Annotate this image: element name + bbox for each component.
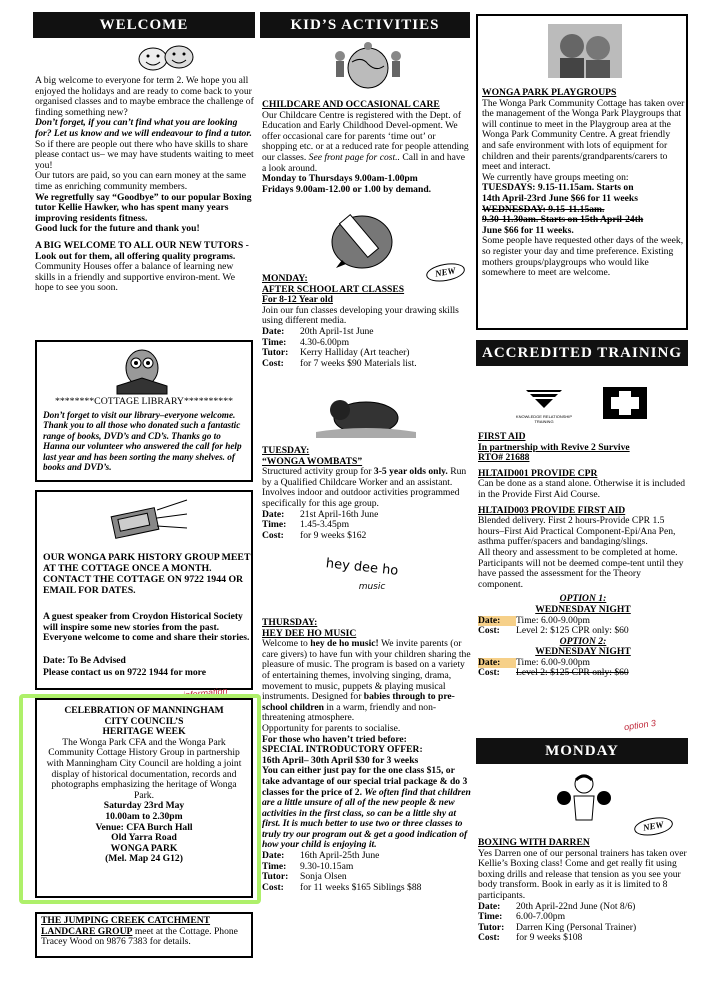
- pencil-drawing-icon: [322, 206, 402, 272]
- landcare-heading1: THE JUMPING CREEK CATCHMENT: [41, 915, 211, 926]
- childcare-hours2: Fridays 9.00am-12.00 or 1.00 by demand.: [262, 183, 432, 195]
- boxing-time-label: Time:: [478, 911, 503, 923]
- playgroups-body: [482, 88, 686, 279]
- option2-cost: Level 2: $125 CPR only: $60: [516, 667, 629, 679]
- training-rto: RTO# 21688: [478, 452, 530, 464]
- new-tutors-heading: A BIG WELCOME TO ALL OUR NEW TUTORS -Look out for them, all offering quality programs.: [35, 239, 249, 262]
- boxing-tutor-label: Tutor:: [478, 921, 505, 933]
- boxing-cost: for 9 weeks $108: [516, 932, 583, 944]
- heritage-map: (Mel. Map 24 G12): [105, 853, 183, 865]
- childcare-see-front: See front page for cost..: [308, 151, 400, 163]
- welcome-tutors: Our tutors are paid, so you can earn money at the same time as enriching community members.: [35, 170, 246, 192]
- option2-time: Time: 6.00-9.00pm: [516, 656, 591, 668]
- new-tutors-text: Community Houses offer a balance of learning new skills in a friendly and supportive environ-ment. We hope to see you soon.: [35, 261, 235, 294]
- art-day: MONDAY:: [262, 273, 308, 284]
- wombats-heading: “WONGA WOMBATS”: [262, 455, 363, 467]
- childcare-text: Our Childcare Centre is registered with the Dept. of Education and Early Childhood Devel-opment. We offer occasional care for parents ‘time out’ or shopping etc. or at a reduced rate for people attending our classes.: [262, 109, 469, 163]
- childcare-heading: CHILDCARE AND OCCASIONAL CARE: [262, 99, 440, 110]
- option1-heading: OPTION 1:: [559, 593, 607, 605]
- library-title: ********COTTAGE LIBRARY**********: [54, 396, 233, 407]
- music-offer4: You can either just pay for the one class $15, or take advantage of our special trial package & do 3 classes for the price of 2.: [262, 765, 468, 798]
- wombats-time-label: Time:: [262, 519, 287, 531]
- hey-dee-ho-logo: [322, 556, 402, 604]
- music-offer2: SPECIAL INTRODUCTORY OFFER:: [262, 744, 423, 756]
- music-offer3: 16th April– 30th April $30 for 3 weeks: [262, 754, 419, 766]
- music-date-label: Date:: [262, 850, 285, 862]
- playgroups-other: Some people have requested other days of the week, so register your day and time preference. Existing mothers groups/playgroups who would like somewhere to meet are welcome.: [482, 235, 684, 279]
- history-date: Date: To Be Advised: [43, 655, 126, 666]
- option1-date-label: Date:: [478, 616, 516, 627]
- monday-heading: MONDAY: [476, 738, 688, 764]
- music-text-a: Welcome to: [262, 638, 311, 650]
- history-handwritten-note: information: [182, 685, 228, 701]
- new-badge-boxing: NEW: [633, 815, 674, 838]
- first-aid-course-text: Blended delivery. First 2 hours-Provide CPR 1.5 hours–First Aid Practical Component-Epi/Ana Pen, asthma puffer/spacers and bandaging/slings.: [478, 515, 676, 548]
- cpr-heading: HLTAID001 PROVIDE CPR: [478, 467, 598, 479]
- music-offer1: For those who haven’t tried before:: [262, 733, 407, 745]
- music-text-d: babies through to pre-school children: [262, 691, 455, 713]
- heritage-town: WONGA PARK: [110, 842, 178, 854]
- art-subheading: For 8-12 Year old: [262, 294, 333, 306]
- boxing-time: 6.00-7.00pm: [516, 911, 566, 923]
- welcome-intro: A big welcome to everyone for term 2. We hope you all enjoyed the holidays and are ready to come back to your organised classes and to maybe embrace the challenge of finding something new?: [35, 75, 254, 118]
- history-speaker: A guest speaker from Croydon Historical Society will inspire some new stories from the past. Everyone welcome to come and share their stories.: [43, 611, 250, 644]
- playgroups-box: [476, 14, 688, 330]
- option2-day: WEDNESDAY NIGHT: [535, 646, 631, 658]
- landcare-box: [35, 912, 253, 958]
- wombats-text-c: Run by a Qualified Childcare Worker and an assistant. Involves indoor and outdoor activities programmed specifically for this age group.: [262, 466, 467, 509]
- library-text: Don’t forget to visit our library–everyone welcome. Thank you to all those who donated such a fantastic range of books, DVD’s and CD’s. Thanks go to Hanna our volunteer who answered the call for help last year and has been sorting the many shelves. of books and DVD’s.: [43, 410, 242, 473]
- art-date: 20th April-1st June: [300, 325, 374, 337]
- heritage-date: Saturday 23rd May: [103, 800, 185, 812]
- smiley-faces-icon: [133, 42, 199, 72]
- playgroups-wednesday-3: June $66 for 11 weeks.: [482, 224, 574, 236]
- playgroups-wednesday-time: 9.15-11.15am.: [545, 203, 605, 215]
- film-projector-icon: [109, 498, 189, 544]
- music-offer5: We often find that children are a little unsure of all of the new people & new activities in the first class, so can be a little shy at first. It is much better to use two or three classes to truly try our program out & get a good indication of how your child is enjoying it.: [262, 786, 471, 851]
- first-aid-course-heading: HLTAID003 PROVIDE FIRST AID: [478, 504, 626, 516]
- option2-cost-label: Cost:: [478, 667, 500, 679]
- art-text: Join our fun classes developing your drawing skills using different media.: [262, 304, 459, 327]
- heritage-title1: CELEBRATION OF MANNINGHAM: [64, 705, 224, 716]
- option1-cost-label: Cost:: [478, 625, 500, 637]
- wombats-text-a: Structured activity group for: [262, 466, 374, 478]
- option2-heading: OPTION 2:: [559, 635, 607, 647]
- knowledge-logo-caption: KNOWLEDGE RELATIONSHIP TRAINING: [515, 414, 573, 424]
- boxing-date-label: Date:: [478, 900, 501, 912]
- option1-time: Time: 6.00-9.00pm: [516, 614, 591, 626]
- children-photo-icon: [548, 24, 622, 78]
- heritage-text: The Wonga Park CFA and the Wonga Park Community Cottage History Group in partnership with Manningham City Council are holding a joint display of historical documentation, records and photographs emphasizing the heritage of Wonga Park.: [46, 736, 242, 801]
- welcome-body: [35, 76, 255, 294]
- welcome-dont-forget: Don’t forget, if you can’t find what you are looking for? Let us know and we will endeavour to find a tutor.: [35, 117, 252, 139]
- hey-dee-ho-logo-text: hey dee ho: [325, 556, 399, 579]
- heritage-title3: HERITAGE WEEK: [102, 726, 186, 738]
- music-text-b: hey de ho music!: [310, 638, 379, 650]
- boxer-icon: [552, 770, 616, 826]
- history-box: [35, 490, 253, 690]
- option1-cost: Level 2: $125 CPR only: $60: [516, 625, 629, 637]
- art-heading: AFTER SCHOOL ART CLASSES: [262, 283, 405, 295]
- playgroups-heading: WONGA PARK PLAYGROUPS: [482, 87, 617, 98]
- training-partnership: In partnership with Revive 2 Survive: [478, 441, 630, 453]
- wombats-text-b: 3-5 year olds only.: [373, 466, 448, 478]
- option2-date-label: Date:: [478, 658, 516, 669]
- wombats-cost-label: Cost:: [262, 529, 284, 541]
- music-opportunity: Opportunity for parents to socialise.: [262, 722, 401, 734]
- option1-day: WEDNESDAY NIGHT: [535, 603, 631, 615]
- owl-reading-icon: [107, 346, 177, 396]
- art-cost-label: Cost:: [262, 357, 284, 369]
- music-day: THURSDAY:: [262, 617, 318, 628]
- music-text-e: in a warm, friendly and non-threatening atmosphere.: [262, 701, 437, 724]
- first-aid-course-text2: All theory and assessment to be completed at home. Participants will not be deemed compe-tent until they have passed the assessment for the Theory component.: [478, 546, 684, 590]
- playgroups-tuesday-1: TUESDAYS: 9.15-11.15am. Starts on: [482, 182, 634, 194]
- art-time-label: Time:: [262, 336, 287, 348]
- boxing-tutor: Darren King (Personal Trainer): [516, 921, 637, 933]
- boxing-text: Yes Darren one of our personal trainers has taken over Kellie’s Boxing class! Come and get really fit using boxing drills and release that tension as you see your body transform. Book in early as it is limited to 8 participants.: [478, 847, 687, 901]
- cpr-text: Can be done as a stand alone. Otherwise it is included in the Provide First Aid Course.: [478, 478, 686, 500]
- history-heading: OUR WONGA PARK HISTORY GROUP MEET AT THE COTTAGE ONCE A MONTH. CONTACT THE COTTAGE ON 9722 1944 OR EMAIL FOR DATES.: [43, 552, 251, 596]
- music-date: 16th April-25th June: [300, 850, 380, 862]
- playgroups-wednesday-label: WEDNESDAY:: [482, 203, 546, 215]
- history-contact: Please contact us on 9722 1944 for more: [43, 667, 206, 678]
- art-cost: for 7 weeks $90 Materials list.: [300, 357, 417, 369]
- playgroups-current: We currently have groups meeting on:: [482, 171, 629, 183]
- music-time: 9.30-10.15am: [300, 860, 354, 872]
- heritage-venue: Venue: CFA Burch Hall: [95, 821, 193, 833]
- music-cost: for 11 weeks $165 Siblings $88: [300, 881, 422, 893]
- playgroups-text: The Wonga Park Community Cottage has taken over the management of the Wonga Park Playgroups that will continue to meet in the Playgroup area at the Wonga Park Community Centre. A great friendly and safe environment with lots of equipment for children and their parents/grandparents/carers to meet and interact.: [482, 97, 685, 173]
- option3-handwritten-note: option 3: [623, 717, 657, 733]
- art-date-label: Date:: [262, 325, 285, 337]
- music-cost-label: Cost:: [262, 881, 284, 893]
- music-tutor-label: Tutor:: [262, 871, 289, 883]
- heritage-road: Old Yarra Road: [111, 832, 177, 844]
- music-heading: HEY DEE HO MUSIC: [262, 627, 357, 639]
- heritage-title2: CITY COUNCIL’S: [104, 715, 184, 727]
- heritage-box: [35, 698, 253, 898]
- boxing-heading: BOXING WITH DARREN: [478, 837, 590, 848]
- wombat-icon: [316, 388, 416, 438]
- music-time-label: Time:: [262, 860, 287, 872]
- welcome-goodbye: We regretfully say “Goodbye” to our popular Boxing tutor Kellie Hawker, who has spent many years improving residents fitness.: [35, 191, 252, 224]
- hey-dee-ho-logo-music: music: [358, 582, 386, 592]
- children-around-globe-icon: [328, 42, 408, 94]
- art-tutor-label: Tutor:: [262, 347, 289, 359]
- heritage-time: 10.00am to 2.30pm: [105, 810, 183, 822]
- landcare-heading2: LANDCARE GROUP: [41, 925, 133, 937]
- first-aid-heading: FIRST AID: [478, 431, 526, 442]
- art-classes-section: [262, 274, 470, 369]
- boxing-date: 20th April-22nd June (Not 8/6): [516, 900, 636, 912]
- library-box: [35, 340, 253, 482]
- boxing-section: [478, 838, 688, 944]
- training-body: [478, 432, 688, 679]
- wombats-section: [262, 446, 472, 541]
- welcome-intro2: So if there are people out there who have skills to share please contact us– we may have students waiting to meet you!: [35, 138, 254, 171]
- welcome-heading: WELCOME: [33, 12, 255, 38]
- welcome-good-luck: Good luck for the future and thank you!: [35, 223, 200, 235]
- wombats-time: 1.45-3.45pm: [300, 519, 350, 531]
- music-tutor: Sonja Olsen: [300, 871, 347, 883]
- art-time: 4.30-6.00pm: [300, 336, 350, 348]
- music-section: [262, 618, 472, 893]
- art-tutor: Kerry Halliday (Art teacher): [300, 347, 410, 359]
- playgroups-tuesday-2: 14th April-23rd June $66 for 11 weeks: [482, 192, 638, 204]
- boxing-cost-label: Cost:: [478, 932, 500, 944]
- training-heading: ACCREDITED TRAINING: [476, 340, 688, 366]
- playgroups-wednesday-2: 9.30-11.30am. Starts on 15th April-24th: [482, 214, 644, 226]
- music-text-c: We invite parents (or care givers) to have fun with your children sharing the pleasure of music. The program is based on a variety of entertaining themes, involving singing, drama, movement to music, puppets & playing musical instruments. Designed for: [262, 638, 471, 703]
- first-aid-cross-icon: [602, 386, 648, 420]
- new-badge-art: NEW: [425, 261, 466, 284]
- childcare-section: [262, 100, 470, 195]
- childcare-hours1: Monday to Thursdays 9.00am-1.00pm: [262, 173, 418, 185]
- landcare-text: meet at the Cottage. Phone Tracey Wood on 9876 7383 for details.: [41, 925, 238, 948]
- kids-heading: KID’S ACTIVITIES: [260, 12, 470, 38]
- wombats-day: TUESDAY:: [262, 445, 310, 456]
- wombats-date: 21st April-16th June: [300, 508, 379, 520]
- wombats-cost: for 9 weeks $162: [300, 529, 367, 541]
- wombats-date-label: Date:: [262, 508, 285, 520]
- childcare-call: Call in and have a look around.: [262, 151, 465, 174]
